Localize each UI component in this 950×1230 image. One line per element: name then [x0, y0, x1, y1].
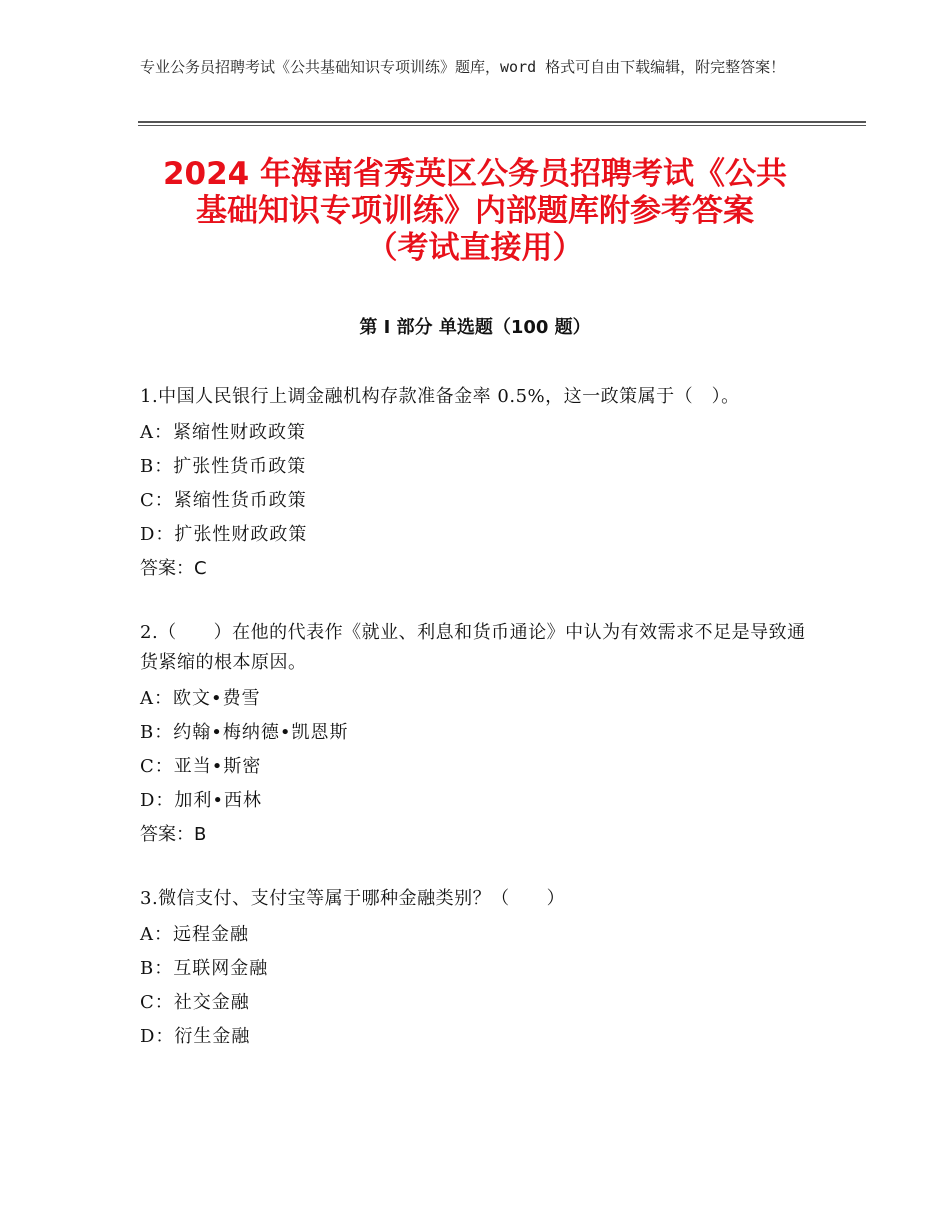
option-a: A：远程金融: [140, 924, 249, 945]
question-2: [140, 618, 820, 852]
option-c: C：亚当•斯密: [140, 756, 262, 777]
header-divider-thin: [138, 125, 866, 126]
question-stem: 3.微信支付、支付宝等属于哪种金融类别？（ ）: [140, 888, 566, 909]
question-1: [140, 382, 820, 586]
option-d: D：衍生金融: [140, 1026, 251, 1047]
answer: 答案：B: [140, 824, 207, 845]
question-stem: 1.中国人民银行上调金融机构存款准备金率 0.5%，这一政策属于（ ）。: [140, 386, 740, 407]
option-a: A：紧缩性财政政策: [140, 422, 306, 443]
option-a: A：欧文•费雪: [140, 688, 261, 709]
header-note: 专业公务员招聘考试《公共基础知识专项训练》题库，word 格式可自由下载编辑，附完整答案！: [140, 58, 786, 76]
answer: 答案：C: [140, 558, 207, 579]
option-d: D：加利•西林: [140, 790, 263, 811]
question-list: [140, 382, 820, 1086]
option-c: C：社交金融: [140, 992, 250, 1013]
option-b: B：扩张性货币政策: [140, 456, 307, 477]
option-b: B：约翰•梅纳德•凯恩斯: [140, 722, 349, 743]
option-b: B：互联网金融: [140, 958, 269, 979]
document-title: [100, 156, 850, 267]
section-heading: 第 I 部分 单选题（100 题）: [359, 317, 591, 338]
title-line-2: 基础知识专项训练》内部题库附参考答案: [196, 193, 754, 229]
option-d: D：扩张性财政政策: [140, 524, 308, 545]
header-divider: [138, 121, 866, 123]
option-c: C：紧缩性货币政策: [140, 490, 307, 511]
question-3: [140, 884, 820, 1054]
title-line-3: （考试直接用）: [366, 230, 584, 266]
question-stem: 2.（ ）在他的代表作《就业、利息和货币通论》中认为有效需求不足是导致通货紧缩的根本原因。: [140, 622, 806, 673]
title-line-1: 2024 年海南省秀英区公务员招聘考试《公共: [162, 156, 788, 192]
